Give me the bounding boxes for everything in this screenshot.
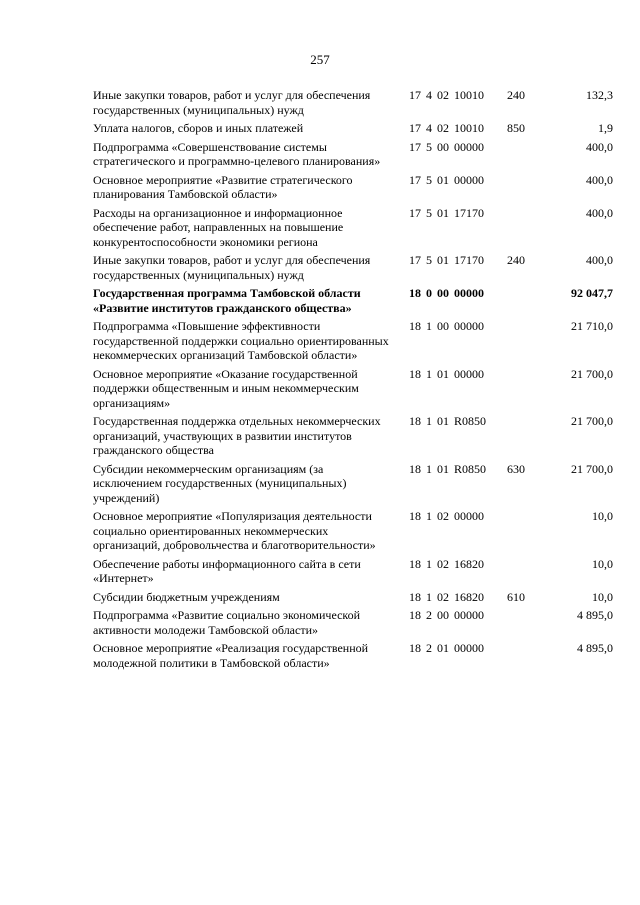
row-amount: 4 895,0 — [577, 641, 613, 655]
row-amount: 92 047,7 — [571, 286, 613, 300]
row-name: Основное мероприятие «Реализация государственной молодежной политики в Тамбовской области» — [93, 641, 369, 670]
row-code: 17 4 02 10010 — [409, 88, 484, 102]
row-amount: 21 700,0 — [571, 366, 613, 381]
budget-row — [93, 319, 613, 363]
budget-row — [93, 286, 613, 315]
row-code: 18 1 01 00000 — [409, 366, 484, 381]
budget-table — [93, 88, 613, 674]
row-name: Иные закупки товаров, работ и услуг для обеспечения государственных (муниципальных) нужд — [93, 88, 371, 117]
row-code: 18 1 00 00000 — [409, 319, 484, 333]
row-code: 18 1 02 16820 — [409, 556, 484, 571]
row-name: Государственная программа Тамбовской области «Развитие институтов гражданского общества» — [93, 286, 361, 315]
row-name: Обеспечение работы информационного сайта в сети «Интернет» — [93, 556, 361, 585]
row-code: 17 5 00 00000 — [409, 139, 484, 154]
budget-row — [93, 121, 613, 136]
budget-row — [93, 414, 613, 458]
row-amount: 400,0 — [586, 253, 613, 267]
row-amount: 400,0 — [586, 205, 613, 220]
budget-row — [93, 88, 613, 117]
row-amount: 10,0 — [592, 589, 613, 604]
budget-row — [93, 367, 613, 411]
row-name: Государственная поддержка отдельных некоммерческих организаций, участвующих в развитии институтов гражданского общества — [93, 414, 381, 457]
row-code: 17 4 02 10010 — [409, 121, 484, 135]
row-expense-type: 240 — [507, 88, 525, 102]
row-code: 18 1 01 R0850 — [409, 414, 487, 428]
budget-row — [93, 462, 613, 506]
row-expense-type: 630 — [507, 461, 525, 476]
budget-row — [93, 509, 613, 553]
budget-row — [93, 590, 613, 605]
row-amount: 10,0 — [592, 556, 613, 571]
row-amount: 400,0 — [586, 172, 613, 187]
row-code: 17 5 01 17170 — [409, 253, 484, 267]
row-name: Основное мероприятие «Популяризация деятельности социально ориентированных некоммерческих организаций, добровольчества и благотворительности» — [93, 509, 376, 552]
row-amount: 4 895,0 — [577, 608, 613, 622]
row-amount: 400,0 — [586, 139, 613, 154]
row-name: Основное мероприятие «Развитие стратегического планирования Тамбовской области» — [93, 172, 353, 201]
row-name: Субсидии бюджетным учреждениям — [93, 589, 280, 604]
row-amount: 132,3 — [586, 88, 613, 102]
row-name: Подпрограмма «Совершенствование системы стратегического и программно-целевого планирования» — [93, 139, 381, 168]
row-expense-type: 850 — [507, 121, 525, 135]
row-name: Подпрограмма «Повышение эффективности государственной поддержки социально ориентированных некоммерческих организаций Тамбовской области» — [93, 319, 389, 362]
row-code: 18 1 02 16820 — [409, 589, 484, 604]
row-code: 17 5 01 17170 — [409, 205, 484, 220]
row-code: 18 2 00 00000 — [409, 608, 484, 622]
budget-row — [93, 206, 613, 250]
row-name: Уплата налогов, сборов и иных платежей — [93, 121, 304, 135]
row-amount: 1,9 — [598, 121, 613, 135]
row-expense-type: 610 — [507, 589, 525, 604]
budget-row — [93, 641, 613, 670]
row-code: 18 1 01 R0850 — [409, 461, 487, 476]
budget-row — [93, 140, 613, 169]
row-name: Субсидии некоммерческим организациям (за исключением государственных (муниципальных) учреждений) — [93, 461, 347, 505]
row-expense-type: 240 — [507, 253, 525, 267]
row-name: Подпрограмма «Развитие социально экономической активности молодежи Тамбовской области» — [93, 608, 361, 637]
budget-row — [93, 608, 613, 637]
row-code: 17 5 01 00000 — [409, 172, 484, 187]
page-number: 257 — [310, 52, 330, 67]
row-name: Расходы на организационное и информационное обеспечение работ, направленных на повышение конкурентоспособности экономики региона — [93, 205, 344, 249]
budget-row — [93, 253, 613, 282]
row-amount: 10,0 — [592, 509, 613, 523]
row-code: 18 1 02 00000 — [409, 509, 484, 523]
row-code: 18 2 01 00000 — [409, 641, 484, 655]
row-amount: 21 710,0 — [571, 319, 613, 333]
row-name: Иные закупки товаров, работ и услуг для обеспечения государственных (муниципальных) нужд — [93, 253, 371, 282]
row-name: Основное мероприятие «Оказание государственной поддержки общественным и иным некоммерческим организациям» — [93, 366, 359, 410]
row-amount: 21 700,0 — [571, 461, 613, 476]
row-code: 18 0 00 00000 — [409, 286, 484, 300]
row-amount: 21 700,0 — [571, 414, 613, 428]
budget-row — [93, 557, 613, 586]
budget-row — [93, 173, 613, 202]
